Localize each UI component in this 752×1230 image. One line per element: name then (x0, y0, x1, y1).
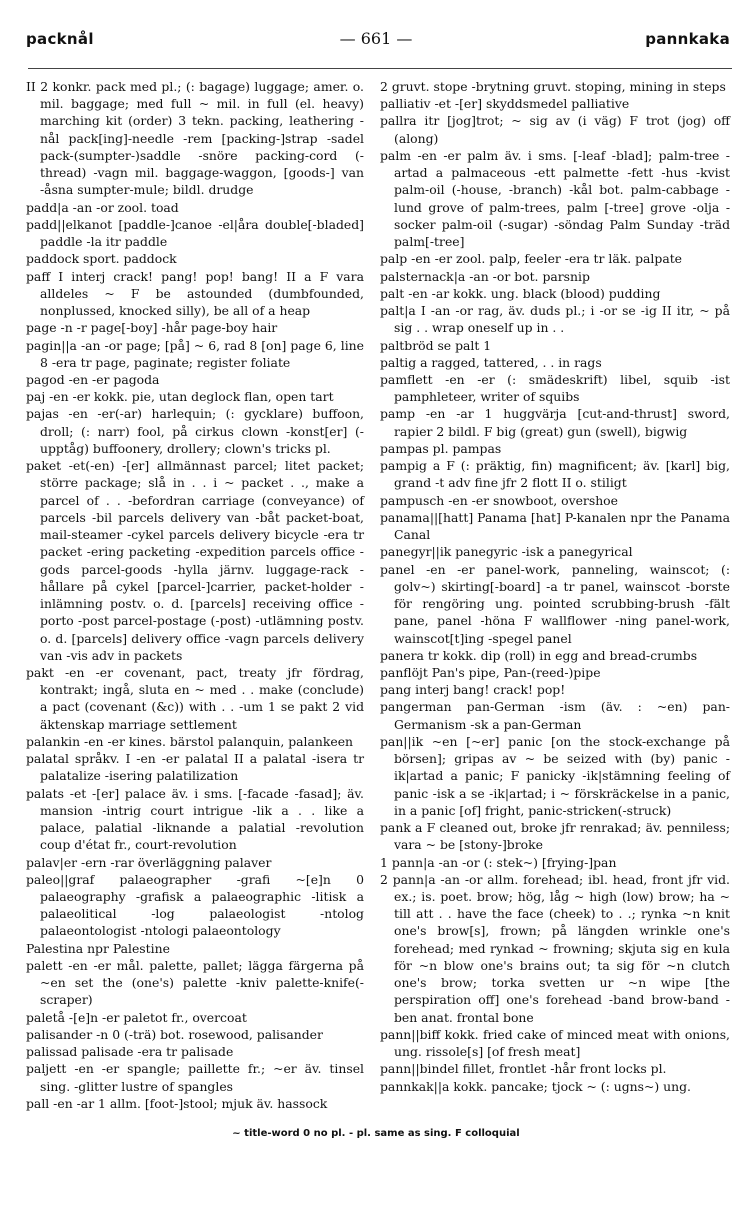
dictionary-entry: pagin||a -an -or page; [på] ~ 6, rad 8 [on] page 6, line 8 -era tr page, paginate; register foliate (26, 337, 364, 370)
dictionary-entry: panflöjt Pan's pipe, Pan-(reed-)pipe (380, 664, 601, 680)
dictionary-entry: pank a F cleaned out, broke jfr renrakad; äv. penniless; vara ~ be [stony-]broke (380, 820, 730, 853)
dictionary-entry: panera tr kokk. dip (roll) in egg and bread-crumbs (380, 647, 698, 663)
dictionary-entry: paleo||graf palaeographer -grafi ~[e]n 0 palaeography -grafisk a palaeographic -litisk a palaeolitical -log palaeologist -ntolog palaeontologist -ntologi palaeontology (26, 871, 364, 939)
page-header (18, 30, 734, 54)
dictionary-entry: paltig a ragged, tattered, . . in rags (380, 354, 602, 370)
dictionary-entry: pampas pl. pampas (380, 440, 502, 456)
page-number: — 661 — (339, 29, 413, 48)
dictionary-entry: palatal språkv. I -en -er palatal II a palatal -isera tr palatalize -isering palatilization (26, 751, 364, 784)
dictionary-entry: paltbröd se palt 1 (380, 337, 492, 353)
dictionary-entry: paff I interj crack! pang! pop! bang! II a F vara alldeles ~ F be astounded (dumbfounded, nonplussed, knocked silly), be all of a heap (26, 268, 364, 319)
dictionary-entry: pann||biff kokk. fried cake of minced meat with onions, ung. rissole[s] [of fresh meat] (380, 1026, 730, 1060)
dictionary-entry: page -n -r page[-boy] -hår page-boy hair (26, 320, 278, 336)
dictionary-entry: 2 pann|a -an -or allm. forehead; ibl. head, front jfr vid. ex.; is. poet. brow; hög, låg ~ high (low) brow; ha ~ till att . . have the face (cheek) to . .; rynka ~n knit one's brow[s], frown; på längden wrinkle one's forehead; med rynkad ~ frowning; skjuta sig en kula för ~n blow one's brains out; ta sig för ~n clutch one's brow; torka svetten ur ~n wipe [the perspiration off] one's forehead -band brow-band -ben anat. frontal bone (380, 871, 730, 1025)
dictionary-entry: palsternack|a -an -or bot. parsnip (380, 268, 590, 284)
dictionary-entry: paket -et(-en) -[er] allmännast parcel; litet packet; större package; slå in . . i ~ packet . ., make a parcel of . . -befordran carriage (conveyance) of parcels -bil parcels delivery van -båt packet-boat, mail-steamer -cykel parcels delivery bicycle -era tr packet -ering packeting -expedition parcels office -gods parcel-goods -hylla järnv. luggage-rack -hållare på cykel [parcel-]carrier, packet-holder -inlämning postv. o. d. [parcels] receiving office -porto -post parcel-postage (-post) -utlämning postv. o. d. [parcels] delivery office -vagn parcels delivery van -vis adv in packets (26, 458, 364, 663)
dictionary-entry: pagod -en -er pagoda (26, 371, 160, 387)
abbreviation-footnote: ~ title-word 0 no pl. - pl. same as sing. F colloquial (232, 1128, 520, 1139)
left-column (26, 78, 364, 1112)
header-rule (28, 68, 732, 69)
dictionary-entry: pall -en -ar 1 allm. [foot-]stool; mjuk äv. hassock (26, 1095, 328, 1111)
dictionary-entry: Palestina npr Palestine (26, 940, 170, 956)
dictionary-entry: panel -en -er panel-work, panneling, wainscot; (: golv~) skirting[-board] -a tr panel, wainscot -borste för rengöring ung. pointed scrubbing-brush -fält pane, panel -höna F wallflower -ning panel-work, wainscot[t]ing -spegel panel (380, 561, 730, 646)
dictionary-entry: pang interj bang! crack! pop! (380, 682, 566, 698)
dictionary-entry: palisander -n 0 (-trä) bot. rosewood, palisander (26, 1026, 323, 1042)
guide-word-left: packnål (26, 30, 94, 48)
dictionary-entry: paletå -[e]n -er paletot fr., overcoat (26, 1009, 247, 1025)
dictionary-entry: paddock sport. paddock (26, 251, 177, 267)
dictionary-entry: panegyr||ik panegyric -isk a panegyrical (380, 544, 633, 560)
dictionary-entry: pangerman pan-German -ism (äv. : ~en) pan-Germanism -sk a pan-German (380, 699, 730, 732)
dictionary-entry: palp -en -er zool. palp, feeler -era tr läk. palpate (380, 251, 683, 267)
dictionary-entry: pamflett -en -er (: smädeskrift) libel, squib -ist pamphleteer, writer of squibs (380, 371, 730, 405)
dictionary-entry: palissad palisade -era tr palisade (26, 1044, 234, 1060)
guide-word-right: pannkaka (645, 30, 730, 48)
dictionary-entry: pann||bindel fillet, frontlet -hår front locks pl. (380, 1061, 667, 1077)
dictionary-entry: II 2 konkr. pack med pl.; (: bagage) luggage; amer. o. mil. baggage; med full ~ mil. in full (el. heavy) marching kit (order) 3 tekn. packing, leathering -nål pack[ing]-needle -rem [packing-]strap -sadel pack-(sumpter-)saddle -snöre packing-cord (-thread) -vagn mil. baggage-waggon, [goods-] van -åsna sumpter-mule; bildl. drudge (26, 79, 364, 198)
dictionary-entry: pampusch -en -er snowboot, overshoe (380, 492, 618, 508)
dictionary-entry: palav|er -ern -rar överläggning palaver (26, 854, 272, 870)
dictionary-entry: palt|a I -an -or rag, äv. duds pl.; i -or se -ig II itr, ~ på sig . . wrap oneself up in . . (380, 303, 730, 336)
dictionary-entry: pallra itr [jog]trot; ~ sig av (i väg) F trot (jog) off (along) (380, 113, 730, 146)
dictionary-entry: pamp -en -ar 1 huggvärja [cut-and-thrust] sword, rapier 2 bildl. F big (great) gun (swell), bigwig (380, 406, 730, 439)
dictionary-entry: panama||[hatt] Panama [hat] P-kanalen npr the Panama Canal (380, 509, 730, 543)
dictionary-entry: pampig a F (: präktig, fin) magnificent; äv. [karl] big, grand -t adv fine jfr 2 flott II o. stiligt (380, 458, 730, 491)
dictionary-entry: padd|a -an -or zool. toad (26, 199, 179, 215)
dictionary-entry: palt -en -ar kokk. ung. black (blood) pudding (380, 285, 661, 301)
dictionary-entry: palankin -en -er kines. bärstol palanquin, palankeen (26, 733, 354, 749)
dictionary-entry: pan||ik ~en [~er] panic [on the stock-exchange på börsen]; gripas av ~ be seized with (by) panic -ik|artad a panic; F panicky -ik|stämning feeling of panic -isk a se -ik|artad; i ~ förskräckelse in a panic, in a panic [of] fright, panic-stricken(-struck) (380, 733, 730, 818)
dictionary-entry: 1 pann|a -an -or (: stek~) [frying-]pan (380, 854, 617, 870)
dictionary-entry: padd||elkanot [paddle-]canoe -el|åra double[-bladed] paddle -la itr paddle (26, 216, 364, 250)
dictionary-entry: paljett -en -er spangle; paillette fr.; ~er äv. tinsel sing. -glitter lustre of spangles (26, 1061, 364, 1094)
dictionary-entry: pajas -en -er(-ar) harlequin; (: gycklare) buffoon, droll; (: narr) fool, på cirkus clown -konst[er] (-upptåg) buffoonery, drollery; clown's tricks pl. (26, 406, 364, 456)
dictionary-entry: pakt -en -er covenant, pact, treaty jfr fördrag, kontrakt; ingå, sluta en ~ med . . make (conclude) a pact (covenant (&c)) with . . -um 1 se pakt 2 vid äktenskap marriage settlement (26, 664, 364, 732)
right-column (380, 78, 730, 1095)
dictionary-entry: palett -en -er mål. palette, pallet; lägga färgerna på ~en set the (one's) palette -kniv palette-knife(-scraper) (26, 957, 364, 1008)
dictionary-entry: 2 gruvt. stope -brytning gruvt. stoping, mining in steps (380, 79, 726, 94)
dictionary-entry: palliativ -et -[er] skyddsmedel palliative (380, 96, 630, 112)
dictionary-entry: paj -en -er kokk. pie, utan deglock flan, open tart (26, 389, 334, 405)
dictionary-entry: palm -en -er palm äv. i sms. [-leaf -blad]; palm-tree -artad a palmaceous -ett palmette -fett -hus -kvist palm-oil (-house, -branch) -kål bot. palm-cabbage -lund grove of palm-trees, palm [-tree] grove -olja -socker palm-oil (-sugar) -söndag Palm Sunday -träd palm[-tree] (380, 147, 730, 250)
dictionary-entry: pannkak||a kokk. pancake; tjock ~ (: ugns~) ung. (380, 1078, 691, 1094)
dictionary-entry: palats -et -[er] palace äv. i sms. [-facade -fasad]; äv. mansion -intrig court intrigue -lik a . . like a palace, palatial -liknande a palatial -revolution coup d'état fr., court-revolution (26, 785, 364, 853)
